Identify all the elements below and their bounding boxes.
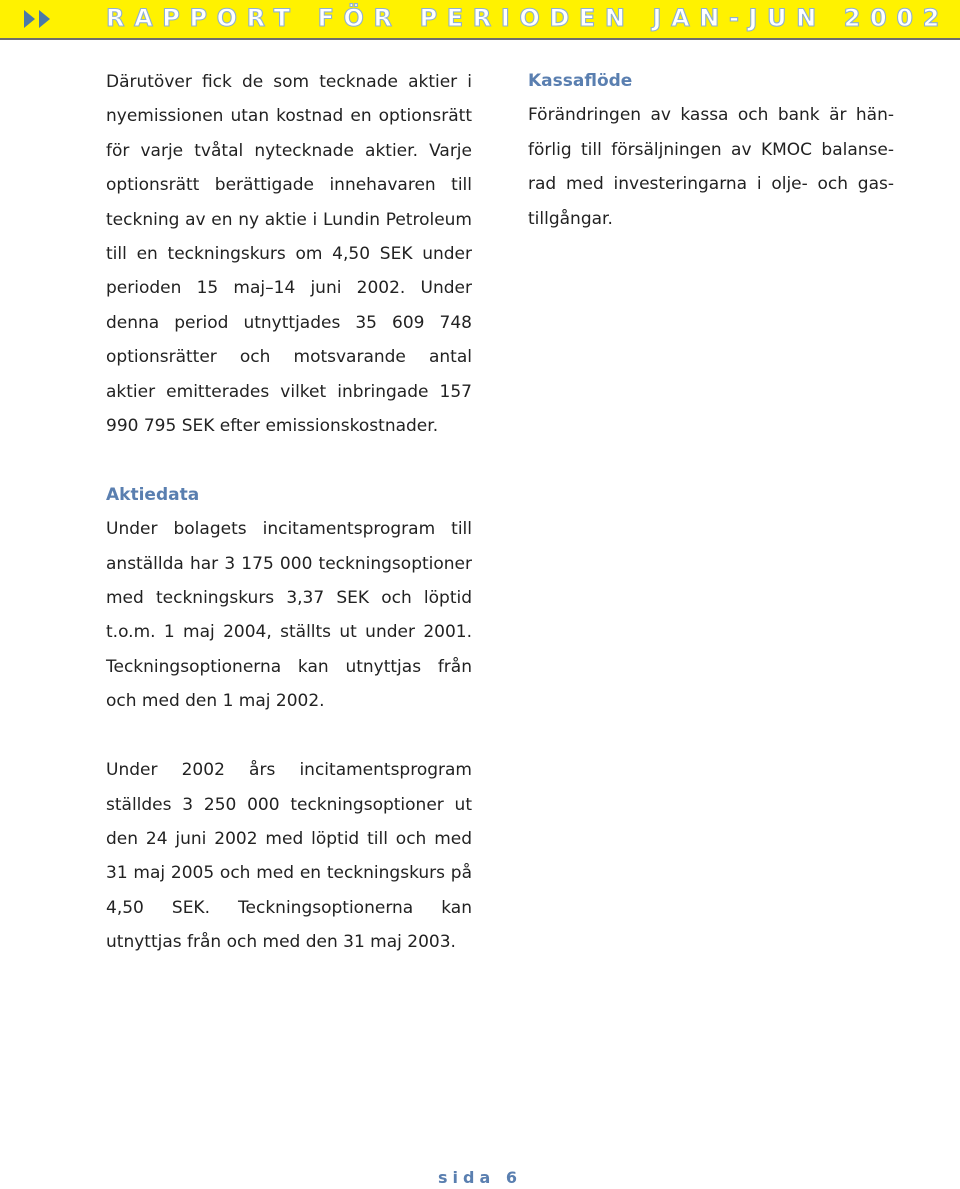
- arrow-right-icon: [39, 10, 50, 28]
- paragraph-kassaflode: Förändringen av kassa och bank är hänförlig till försäljningen av KMOC balanserad med investeringarna i olje- och gastillgångar.: [528, 105, 894, 229]
- double-arrow-icon: [24, 10, 50, 30]
- paragraph-incitamentsprogram-2001: Under bolagets incitamentsprogram till anställda har 3 175 000 teckningsoptioner med teckningskurs 3,37 SEK och löptid t.o.m. 1 maj 2004, ställts ut under 2001. Teckningsoptionerna kan utnyttjas från och med den 1 maj 2002.: [106, 519, 472, 712]
- paragraph-nyemission: Därutöver fick de som tecknade aktier i nyemissionen utan kostnad en optionsrätt för varje tvåtal nytecknade aktier. Varje optionsrätt berättigade innehavaren till teckning av en ny aktie i Lundin Petroleum till en teckningskurs om 4,50 SEK under perioden 15 maj–14 juni 2002. Under denna period utnyttjades 35 609 748 optionsrätter och motsvarande antal aktier emitterades vilket inbringade 157 990 795 SEK efter emissionskostnader.: [106, 72, 472, 437]
- spacer: [106, 719, 472, 753]
- spacer: [106, 443, 472, 477]
- heading-aktiedata: Aktiedata: [106, 484, 200, 505]
- report-title: RAPPORT FÖR PERIODEN JAN-JUN 2002: [106, 4, 949, 32]
- left-column: [106, 65, 472, 960]
- paragraph-incitamentsprogram-2002: Under 2002 års incitamentsprogram ställdes 3 250 000 teckningsoptioner ut den 24 juni 2002 med löptid till och med 31 maj 2005 och med en teckningskurs på 4,50 SEK. Teckningsoptionerna kan utnyttjas från och med den 31 maj 2003.: [106, 760, 472, 953]
- arrow-right-icon: [24, 10, 35, 28]
- heading-kassaflode: Kassaflöde: [528, 71, 633, 91]
- header-band: [0, 0, 960, 40]
- right-column: [528, 64, 894, 236]
- page-number: sida 6: [438, 1168, 522, 1187]
